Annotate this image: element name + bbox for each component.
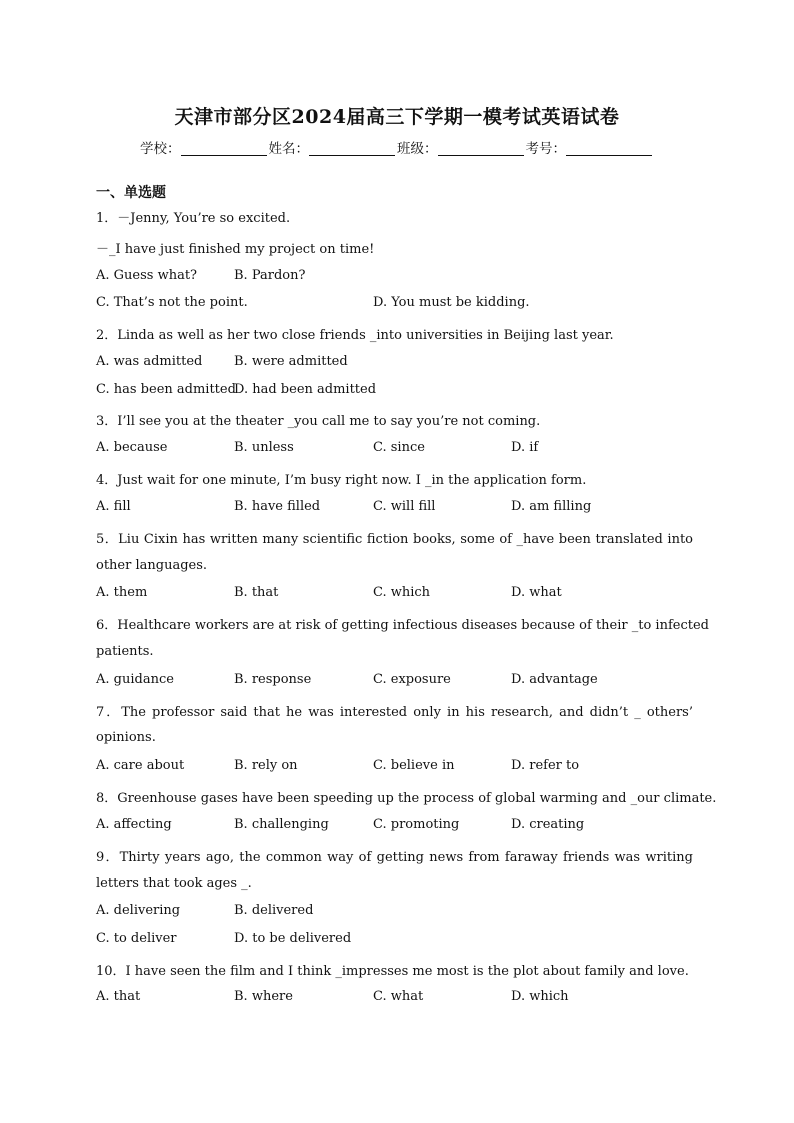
name-label: 姓名： [268,141,309,157]
question-10-stem: 10．I have seen the film and I think _impresses me most is the plot about family and love. [96,964,689,979]
question-4-option-b[interactable]: B. have filled [234,499,321,514]
question-5-option-d[interactable]: D. what [511,585,562,600]
question-9-option-d[interactable]: D. to be delivered [234,931,352,946]
question-10-option-a[interactable]: A. that [96,989,141,1004]
class-label: 班级： [397,141,438,157]
question-8-option-b[interactable]: B. challenging [234,817,329,832]
question-6-option-c[interactable]: C. exposure [373,672,451,687]
question-2-option-d[interactable]: D. had been admitted [234,382,377,397]
question-9-stem: 9．Thirty years ago, the common way of getting news from faraway friends was writing [96,850,693,865]
question-1-stem: 1．－Jenny, You’re so excited. [96,211,291,226]
question-3-stem: 3．I’ll see you at the theater _you call me to say you’re not coming. [96,414,541,429]
question-5-option-c[interactable]: C. which [373,585,431,600]
question-8-option-a[interactable]: A. affecting [96,817,172,832]
question-10-option-b[interactable]: B. where [234,989,293,1004]
question-7-option-a[interactable]: A. care about [96,758,185,773]
question-9-option-b[interactable]: B. delivered [234,903,314,918]
question-3-option-a[interactable]: A. because [96,440,168,455]
question-4-option-d[interactable]: D. am filling [511,499,592,514]
question-1-option-a[interactable]: A. Guess what? [96,268,198,283]
question-1-option-b[interactable]: B. Pardon? [234,268,306,283]
student-info-row [0,137,794,157]
question-3-option-c[interactable]: C. since [373,440,425,455]
question-8-option-c[interactable]: C. promoting [373,817,460,832]
question-5-stem-cont: other languages. [96,558,208,573]
question-3-option-b[interactable]: B. unless [234,440,294,455]
exam-title: 天津市部分区2024届高三下学期一模考试英语试卷 [174,106,620,128]
question-7-option-d[interactable]: D. refer to [511,758,580,773]
question-10-option-d[interactable]: D. which [511,989,569,1004]
school-blank[interactable] [181,141,267,156]
question-1-reply: －_I have just finished my project on time! [96,242,375,257]
question-6-option-b[interactable]: B. response [234,672,312,687]
question-2-option-b[interactable]: B. were admitted [234,354,348,369]
question-9-option-c[interactable]: C. to deliver [96,931,177,946]
question-9-stem-cont: letters that took ages _. [96,876,252,891]
question-7-stem-cont: opinions. [96,730,156,745]
question-8-option-d[interactable]: D. creating [511,817,585,832]
class-blank[interactable] [438,141,524,156]
question-3-option-d[interactable]: D. if [511,440,539,455]
question-10-option-c[interactable]: C. what [373,989,424,1004]
school-label: 学校： [140,141,181,157]
question-4-option-a[interactable]: A. fill [96,499,131,514]
section-title: 一、单选题 [96,185,166,201]
question-7-option-b[interactable]: B. rely on [234,758,298,773]
question-6-stem-cont: patients. [96,644,154,659]
name-blank[interactable] [309,141,395,156]
question-2-option-a[interactable]: A. was admitted [96,354,203,369]
question-8-stem: 8．Greenhouse gases have been speeding up the process of global warming and _our climate. [96,791,717,806]
question-6-stem: 6．Healthcare workers are at risk of getting infectious diseases because of their _to infected [96,618,709,633]
question-4-stem: 4．Just wait for one minute, I’m busy right now. I _in the application form. [96,473,587,488]
question-4-option-c[interactable]: C. will fill [373,499,436,514]
question-6-option-a[interactable]: A. guidance [96,672,174,687]
question-7-option-c[interactable]: C. believe in [373,758,455,773]
question-6-option-d[interactable]: D. advantage [511,672,598,687]
question-2-option-c[interactable]: C. has been admitted [96,382,236,397]
question-5-option-a[interactable]: A. them [96,585,148,600]
question-1-option-d[interactable]: D. You must be kidding. [373,295,530,310]
id-label: 考号： [525,141,566,157]
question-9-option-a[interactable]: A. delivering [96,903,181,918]
id-blank[interactable] [566,141,652,156]
question-7-stem: 7．The professor said that he was interested only in his research, and didn’t _ others’ [96,705,693,720]
question-2-stem: 2．Linda as well as her two close friends _into universities in Beijing last year. [96,328,614,343]
question-5-stem: 5．Liu Cixin has written many scientific fiction books, some of _have been translated into [96,532,693,547]
question-5-option-b[interactable]: B. that [234,585,279,600]
question-1-option-c[interactable]: C. That’s not the point. [96,295,248,310]
